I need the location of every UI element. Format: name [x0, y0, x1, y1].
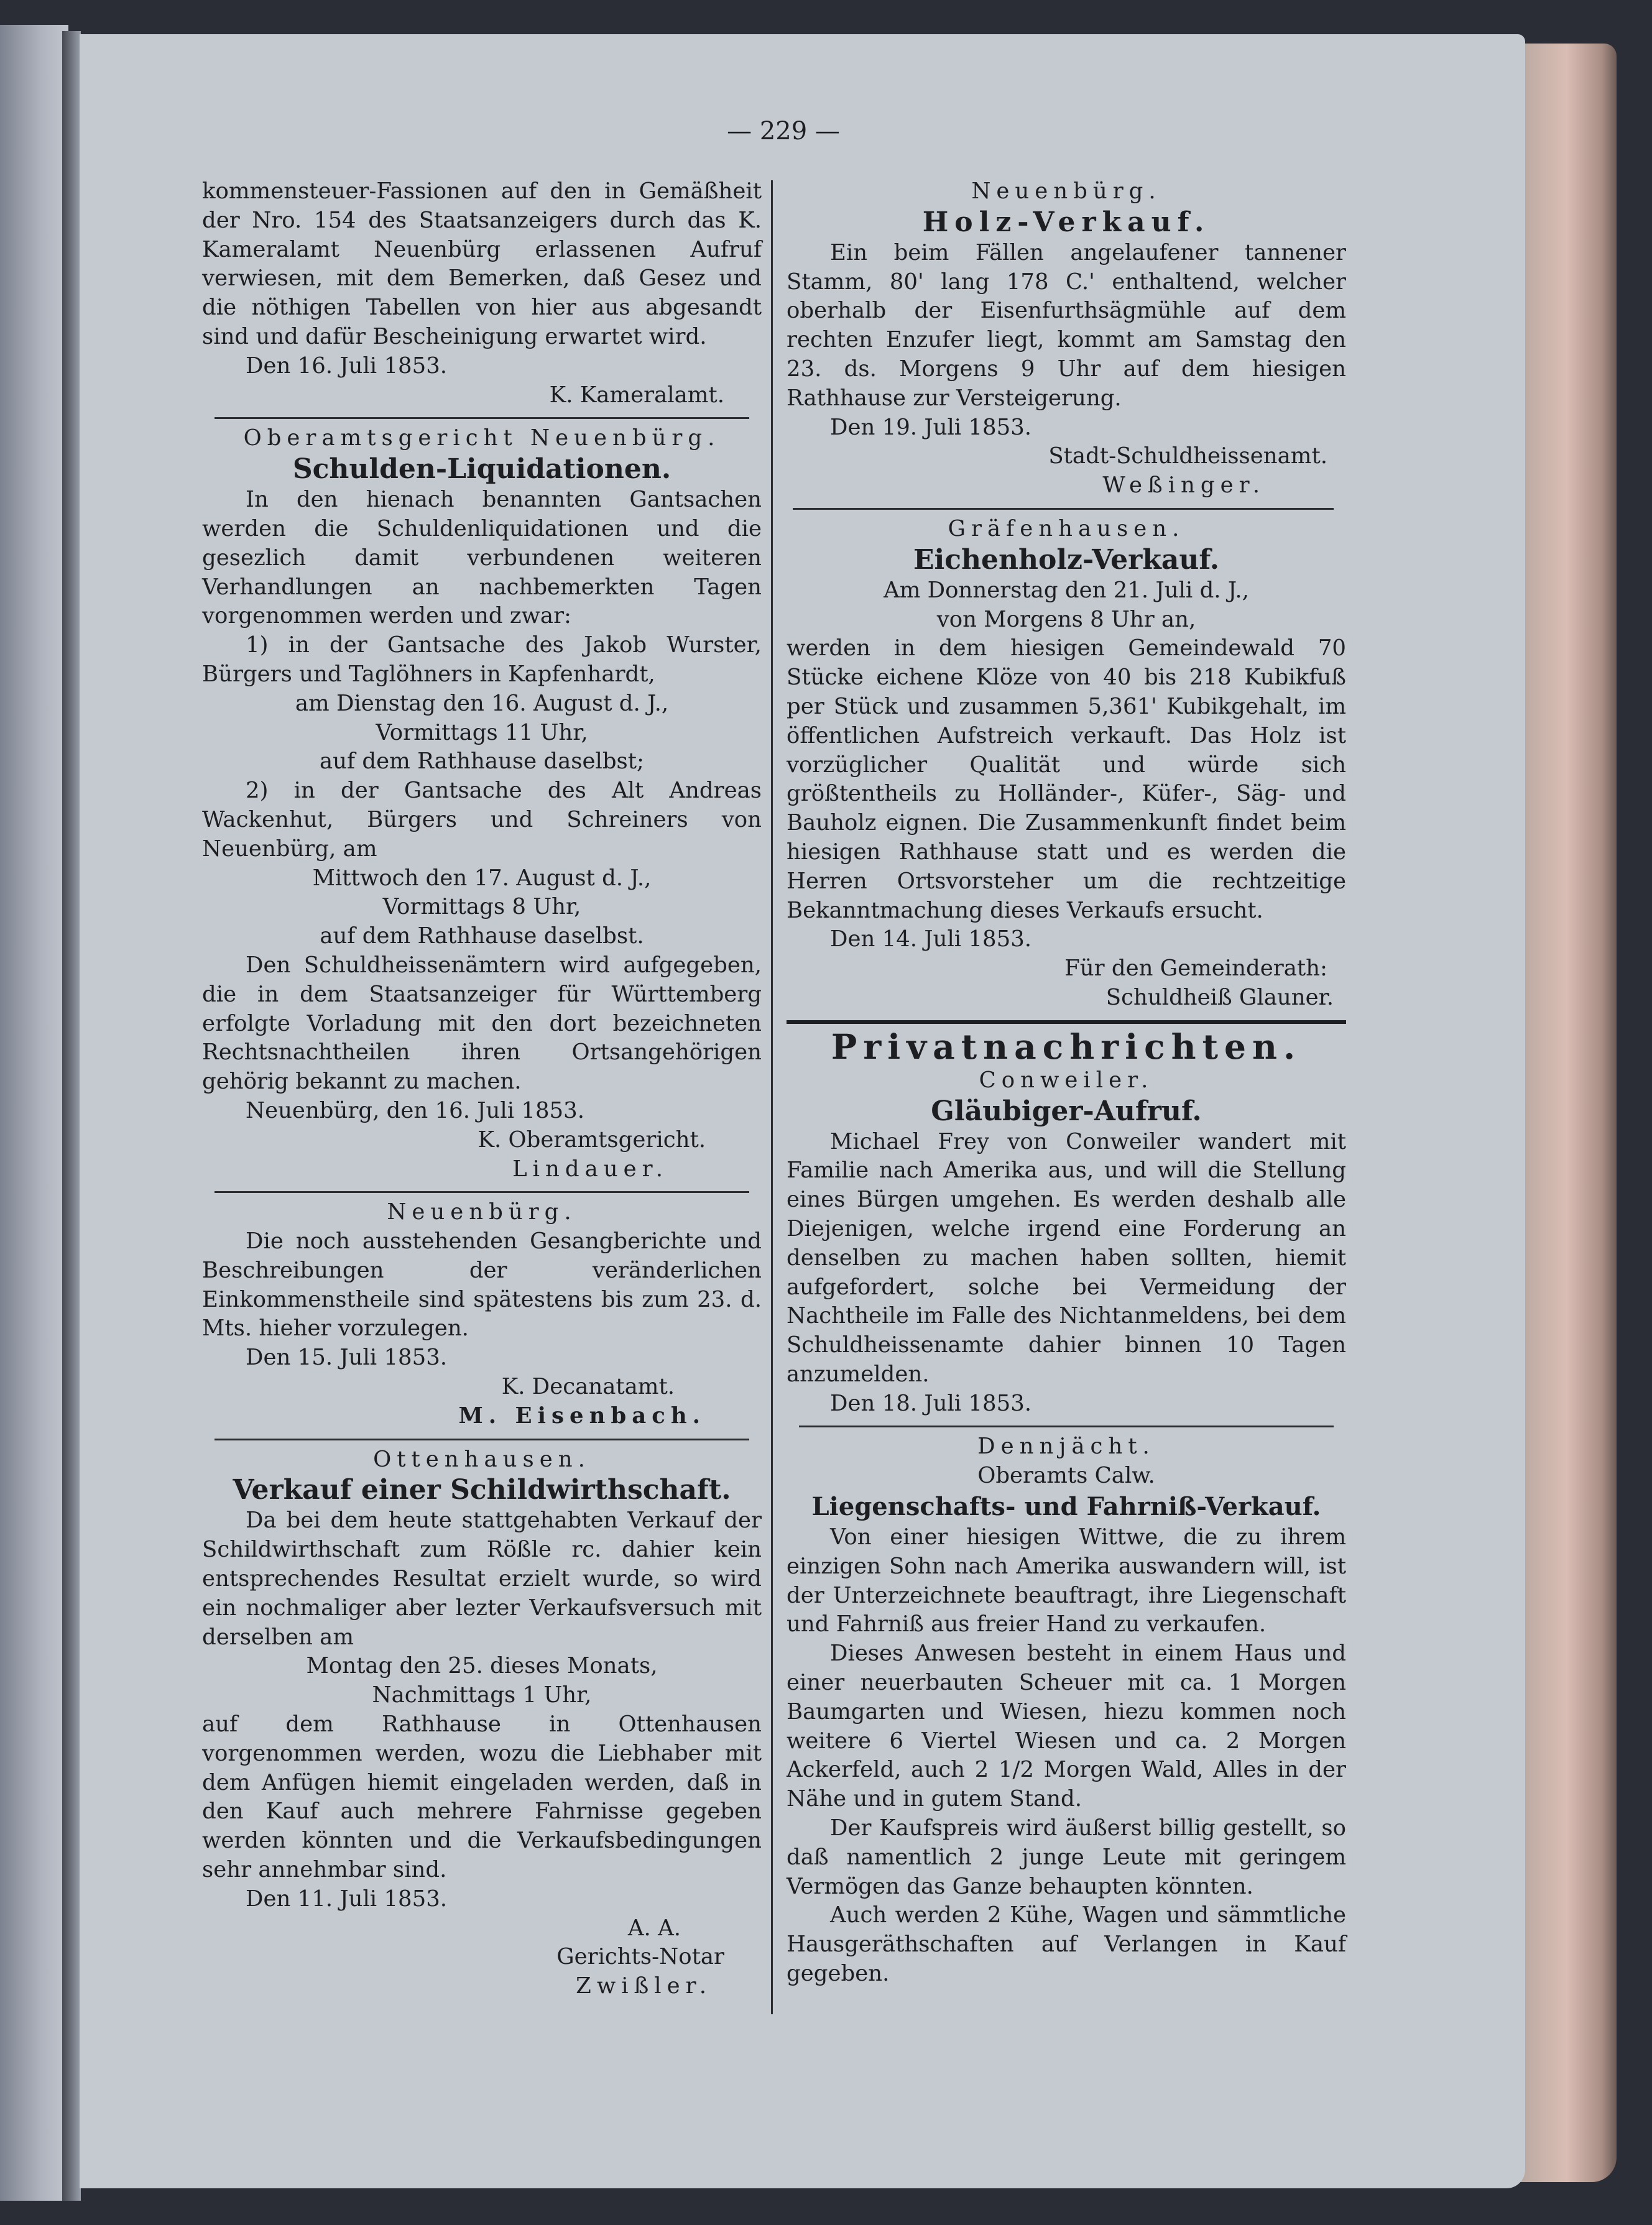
- left-page-edge: [0, 25, 68, 2201]
- section-divider: [787, 1020, 1346, 1024]
- notice-signature: K. Oberamtsgericht.: [478, 1126, 706, 1153]
- notice-line: Vormittags 11 Uhr,: [376, 719, 588, 745]
- notice-line: von Morgens 8 Uhr an,: [936, 606, 1196, 632]
- page-block-edge: [1517, 44, 1617, 2182]
- notice-text: Dieses Anwesen besteht in einem Haus und einer neuerbauten Scheuer mit ca. 1 Morgen Baumgarten und Wiesen, hiezu kommen noch weitere 6 Viertel Wiesen und ca. 2 Morgen Ackerfeld, auch 2 1/2 Morgen Wald, Alles in der Nähe und in gutem Stand.: [787, 1641, 1346, 1812]
- notice-signature: Gerichts-Notar: [556, 1944, 724, 1970]
- notice-text: Die noch ausstehenden Gesangberichte und Beschreibungen der veränderlichen Einkommenstheile sind spätestens bis zum 23. d. Mts. hieher vorzulegen.: [202, 1228, 762, 1342]
- notice-signature-name: Weßinger.: [1102, 472, 1265, 499]
- notice-date: Den 19. Juli 1853.: [830, 414, 1032, 440]
- book-gutter: [62, 31, 81, 2201]
- notice-text: Da bei dem heute stattgehabten Verkauf der Schildwirthschaft zum Rößle rc. dahier kein entsprechendes Resultat erzielt wurde, so wird ein nochmaliger aber lezter Verkaufsversuch mit derselben am: [202, 1508, 762, 1650]
- notice-line: Am Donnerstag den 21. Juli d. J.,: [884, 577, 1249, 603]
- notice-signature: A. A.: [627, 1915, 681, 1941]
- notice-text: Auch werden 2 Kühe, Wagen und sämmtliche Hausgeräthschaften auf Verlangen in Kauf gegeben.: [787, 1902, 1346, 1987]
- notice-line: Montag den 25. dieses Monats,: [306, 1653, 658, 1679]
- notice-text: auf dem Rathhause in Ottenhausen vorgenommen werden, wozu die Liebhaber mit dem Anfügen hiemit eingeladen werden, daß in den Kauf auch mehrere Fahrnisse gegeben werden könnten und die Verkaufsbedingungen sehr annehmbar sind.: [202, 1711, 762, 1883]
- notice-text: Ein beim Fällen angelaufener tannener Stamm, 80' lang 178 C.' enthaltend, welcher oberhalb der Eisenfurthsägmühle auf dem rechten Enzufer liegt, kommt am Samstag den 23. ds. Morgens 9 Uhr auf dem hiesigen Rathhause zur Versteigerung.: [787, 239, 1346, 411]
- divider: [799, 1426, 1334, 1427]
- notice-signature-name: Schuldheiß Glauner.: [1105, 984, 1334, 1010]
- notice-line: Vormittags 8 Uhr,: [382, 894, 581, 920]
- notice-text: Der Kaufspreis wird äußerst billig gestellt, so daß namentlich 2 junge Leute mit geringem Vermögen das Ganze behaupten könnten.: [787, 1815, 1346, 1899]
- notice-signature-name: M. Eisenbach.: [458, 1403, 706, 1429]
- notice-title: Eichenholz-Verkauf.: [913, 543, 1220, 576]
- divider: [793, 508, 1334, 510]
- notice-date: Neuenbürg, den 16. Juli 1853.: [246, 1097, 584, 1123]
- notice-date: Den 14. Juli 1853.: [830, 926, 1032, 952]
- right-column: [787, 177, 1346, 1989]
- notice-title: Verkauf einer Schildwirthschaft.: [233, 1474, 731, 1506]
- notice-date: Den 18. Juli 1853.: [830, 1390, 1032, 1416]
- notice-place: Conweiler.: [979, 1067, 1154, 1093]
- left-column: [202, 177, 762, 2001]
- notice-line: Nachmittags 1 Uhr,: [372, 1682, 592, 1708]
- page-number: — 229 —: [727, 117, 840, 145]
- notice-place: Neuenbürg.: [971, 178, 1161, 204]
- notice-item: 2) in der Gantsache des Alt Andreas Wackenhut, Bürgers und Schreiners von Neuenbürg, am: [202, 778, 762, 862]
- notice-date: Den 15. Juli 1853.: [246, 1345, 448, 1371]
- notice-text: Michael Frey von Conweiler wandert mit Familie nach Amerika aus, und will die Stellung eines Bürgen umgehen. Es werden deshalb alle Diejenigen, welche irgend eine Forderung an denselben zu machen haben sollten, hiemit aufgefordert, solche bei Vermeidung der Nachtheile im Falle des Nichtanmeldens, bei dem Schuldheissenamte dahier binnen 10 Tagen anzumelden.: [787, 1128, 1346, 1387]
- notice-line: Mittwoch den 17. August d. J.,: [312, 865, 652, 891]
- notice-text: In den hienach benannten Gantsachen werden die Schuldenliquidationen und die gesezlich damit verbundenen weiteren Verhandlungen an nachbemerkten Tagen vorgenommen werden und zwar:: [202, 487, 762, 629]
- notice-place: Gräfenhausen.: [948, 515, 1185, 541]
- notice-line: auf dem Rathhause daselbst;: [319, 749, 644, 775]
- notice-title: Schulden-Liquidationen.: [292, 453, 671, 486]
- intro-date: Den 16. Juli 1853.: [246, 352, 448, 379]
- section-heading: Privatnachrichten.: [831, 1026, 1302, 1067]
- notice-signature: Stadt-Schuldheissenamt.: [1048, 443, 1327, 469]
- notice-title: Holz-Verkauf.: [922, 206, 1211, 238]
- intro-signature: K. Kameralamt.: [549, 382, 724, 408]
- intro-text: kommensteuer-Fassionen auf den in Gemäßheit der Nro. 154 des Staatsanzeigers durch das K. Kameralamt Neuenbürg erlassenen Aufruf verwiesen, mit dem Bemerken, daß Gesez und die nöthigen Tabellen von hier aus abgesandt sind und dafür Bescheinigung erwartet wird.: [202, 178, 762, 349]
- notice-line: am Dienstag den 16. August d. J.,: [295, 690, 669, 716]
- notice-date: Den 11. Juli 1853.: [246, 1886, 448, 1912]
- notice-place: Neuenbürg.: [387, 1199, 577, 1225]
- notice-text: Den Schuldheissenämtern wird aufgegeben, die in dem Staatsanzeiger für Württemberg erfolgte Vorladung mit den dort bezeichneten Rechtsnachtheilen ihren Ortsangehörigen gehörig bekannt zu machen.: [202, 952, 762, 1095]
- notice-place: Oberamtsgericht Neuenbürg.: [243, 425, 721, 451]
- column-divider: [771, 180, 773, 2014]
- notice-text: werden in dem hiesigen Gemeindewald 70 Stücke eichene Klöze von 40 bis 218 Kubikfuß per Stück und zusammen 5,361' Kubikgehalt, im öffentlichen Aufstreich verkauft. Das Holz ist vorzüglicher Qualität und würde sich größtentheils zu Holländer-, Küfer-, Säg- und Bauholz eignen. Die Zusammenkunft findet beim hiesigen Rathhause statt und es werden die Herren Ortsvorsteher um die rechtzeitige Bekanntmachung dieses Verkaufs ersucht.: [787, 635, 1346, 923]
- notice-title: Gläubiger-Aufruf.: [931, 1095, 1202, 1127]
- notice-signature: Für den Gemeinderath:: [1064, 956, 1327, 982]
- notice-line: auf dem Rathhause daselbst.: [320, 923, 644, 949]
- divider: [215, 417, 749, 419]
- notice-subplace: Oberamts Calw.: [977, 1463, 1155, 1489]
- divider: [215, 1439, 749, 1440]
- notice-place: Dennjächt.: [977, 1434, 1155, 1460]
- notice-signature-name: Lindauer.: [512, 1156, 668, 1182]
- divider: [215, 1191, 749, 1193]
- notice-signature: K. Decanatamt.: [501, 1374, 675, 1400]
- notice-place: Ottenhausen.: [373, 1446, 591, 1472]
- notice-title: Liegenschafts- und Fahrniß-Verkauf.: [811, 1492, 1321, 1522]
- notice-item: 1) in der Gantsache des Jakob Wurster, Bürgers und Taglöhners in Kapfenhardt,: [202, 632, 762, 687]
- notice-signature-name: Zwißler.: [576, 1973, 712, 1999]
- notice-text: Von einer hiesigen Wittwe, die zu ihrem einzigen Sohn nach Amerika auswandern will, ist der Unterzeichnete beauftragt, ihre Liegenschaft und Fahrniß aus freier Hand zu verkaufen.: [787, 1524, 1346, 1638]
